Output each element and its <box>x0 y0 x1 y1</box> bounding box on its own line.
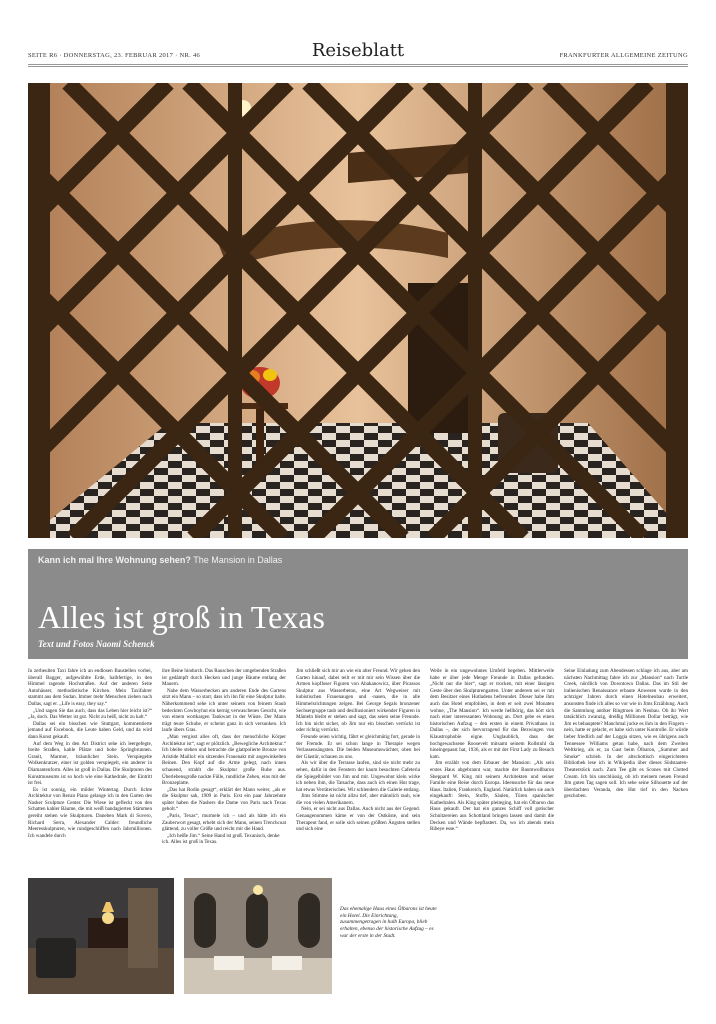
paragraph: Seine Einladung zum Abendessen schlage ich aus, aber am nächsten Nachmittag fahre ich zur „Mansion“ nach Turtle Creek, nördlich von Downtown Dallas. Das im Stil der italienischen Renaissance erbaute Anwesen wurde in den achtziger Jahren durch einen Hotelneubau erweitert, ansonsten finde ich alles so vor wie in Jims Erzählung. Auch die Sammlung antiker Ringtruen im Neubau. Ob ihr Wert tatsächlich zwanzig, dreißig Millionen Dollar beträgt, wie Jim es behauptete? Manchmal jucke es ihm in den Fingern – nein, hatte er gelacht, er habe sich unter Kontrolle. Er würde lieber friedlich auf der Loggia sitzen, wie es übrigens auch Tennessee Williams getan habe, nach dem Zweiten Weltkrieg, als er, zu Gast beim Ölbaron, „Summer and Smoke“ schrieb. In der altschottisch eingerichteten Bibliothek lese ich in Wikipedia über dieses Südstaaten-Theaterstück nach. Zum Tee gibt es Scones mit Clotted Cream. Ich bin unschlüssig, ob ich meinem neuen Freund Jim guten Tag sagen soll. Ich sehe seine Silhouette auf der überdachten Veranda, den Hut tief in den Nacken geschoben. <box>564 668 688 800</box>
photo-caption: Das ehemalige Haus eines Ölbarons ist heute ein Hotel. Die Einrichtung, zusammengetragen in halb Europa, blieb erhalten, ebenso der historische Aufzug – es war der erste in der Stadt. <box>340 906 437 939</box>
article-banner <box>28 549 688 659</box>
article-column-4 <box>430 668 554 833</box>
chandelier <box>253 885 263 895</box>
page-info: SEITE R6 · DONNERSTAG, 23. FEBRUAR 2017 · NR. 46 <box>28 52 201 59</box>
header-rule-double <box>28 66 688 67</box>
armchair <box>36 938 76 978</box>
section-masthead: Reiseblatt <box>311 40 405 61</box>
paragraph: In zerbeulten Taxi fahre ich an endlosen Baustellen vorbei, überall Bagger, aufgewühlte Erde, halbfertige, in den Himmel ragende Hochstraßen. Auf der anderen Seite Autohäuser, methodistische Kirchen. Mein Taxifahrer stammt aus dem Sudan. Immer mehr Menschen ziehen nach Dallas, sagt er. „Life is easy, they say.“ <box>28 668 152 707</box>
header-rule <box>28 64 688 65</box>
article-column-1 <box>28 668 152 839</box>
kicker-series: Kann ich mal Ihre Wohnung sehen? <box>38 555 191 565</box>
paragraph: Nahe dem Wasserbecken am anderen Ende des Gartens sitzt ein Mann – so starr, dass ich ihn für eine Skulptur halte. Näherkommend sehe ich unter seinem von feinem Staub bedeckten Cowboyhut ein kernig verwaschenes Gesicht, wie von einem wortkargen Tankwart in der Wüste. Der Mann trägt teure Schuhe, er scheint ganz in sich versunken. Ich laufe übers Gras. <box>162 687 286 734</box>
paragraph: „Paris, Texas“, murmele ich – und als hätte ich ein Zauberwort gesagt, erhebt sich der Mann, seinen Trenchcoat glättend, zu voller Größe und reicht mir die Hand. <box>162 813 286 833</box>
kicker-topic: The Mansion in Dallas <box>190 555 283 565</box>
lamp <box>102 912 114 924</box>
headline: Alles ist groß in Texas <box>38 599 325 635</box>
paragraph: Es ist sonnig, ein milder Wintertag. Durch lichte Architektur von Renzo Piano gelange ich in den Garten des Nasher Sculpture Center. Die Wiese ist gefleckt von den Schatten kahler Bäume, die mit weiß bandagierten Stämmen gereiht stehen wie Skulpturen. Daneben Mark di Suvero, Richard Serra, Alexander Calder: freundliche Meeresskulpturen, wie rundgeschliffen nach Jahrmillionen. Ich wandele durch <box>28 786 152 839</box>
paragraph: Dallas sei ein bisschen wie Stuttgart, kommentierte jemand auf Facebook, die Leute haben Geld, und da wird dann Kunst gekauft. <box>28 720 152 740</box>
sculpture <box>128 888 158 968</box>
paragraph: Freunde seien wichtig, fährt er gleichmütig fort, gerade in der Fremde. Er sei schon lange in Therapie wegen Verlassensängsten. Die beiden Museumswächter, oben bei der Glastür, schauen zu uns. <box>296 733 420 760</box>
paragraph: ihre Beine hindurch. Das Rauschen der umgebenden Straßen ist gedämpft durch Hecken und junge Bäume entlang der Mauern. <box>162 668 286 688</box>
paragraph: „Ich heiße Jim.“ Seine Hand ist groß. Texanisch, denke ich. Alles ist groß in Texas. <box>162 832 280 846</box>
dining-room-photo <box>184 878 332 994</box>
byline: Text und Fotos Naomi Schenck <box>38 639 155 649</box>
elevator-lattice-photo <box>28 83 688 538</box>
article-column-3 <box>296 668 420 833</box>
article-column-5 <box>564 668 688 800</box>
article-column-2 <box>162 668 286 846</box>
paragraph: Als wir über die Terrasse laufen, sind sie nicht mehr zu sehen, dafür in den Fenstern der kaum besuchten Cafeteria die Spiegelbilder von Jim und mir. Ungewohnt klein wirke ich neben ihm, die Tatsache, dass auch ich einen Hut trage, hat etwas Verräterisches. Wir schlendern die Galerie entlang. <box>296 760 420 793</box>
lobby-photo <box>28 878 174 994</box>
hero-photo <box>28 83 688 538</box>
paragraph: „Man vergisst alles oft, dass der menschliche Körper Architektur ist“, sagt er plötzlich. „Bewegliche Architektur.“ Ich bleibe stehen und betrachte die glattpolierte Bronze von Aristide Maillol: ein sitzendes Frauenakt mit angewinkelten Beinen. Den Kopf auf die Arme gelegt, nach innen schauend, strahlt die Skulptur große Ruhe aus. Überlebensgroße nackte Fülle, rundliche Zehen, eins mit der Bronzeplatte. <box>162 733 286 787</box>
paragraph: Weile in ein ungewohntes Umfeld begeben. Mittlerweile habe er über jede Menge Freunde in Dallas gefunden. „Nicht nur die hier“, sagt er trocken, mit einer lässigen Geste über den Skulpturengarten. Unter anderem sei er mit dem Besitzer eines Hutladens befreundet. Dieser habe ihm auch das Hotel empfohlen, in dem er seit zwei Monaten wohne, „The Mansion“. Ich werde hellhörig, das hört sich nach einer interessanten Wohnung an. Dort gebe es einen historischen Aufzug – den ersten in einem Privathaus in Dallas –, der sich hervorragend für das Bezwingen von Klaustrophobie eigne. Unglaublich, dass der hochgewachsene Roosevelt mitsamt seinem Rollstuhl da hineingepasst hat, 1936, als er mit der First Lady zu Besuch kam. <box>430 668 554 760</box>
paragraph: Nein, er sei nicht aus Dallas. Auch nicht aus der Gegend. Genaugenommen käme er von der Ostküste, und sein Therapeut fand, er solle sich seinen größten Ängsten stellen und sich eine <box>296 806 420 833</box>
paragraph: „Das hat Rodin gesagt“, erklärt der Mann weiter, „als er die Skulptur sah, 1909 in Paris. Erst ein paar Jahrzehnte später haben die Nashers die Dame von Paris nach Texas geholt.“ <box>162 786 286 813</box>
paragraph: Jim schließt sich mir an wie ein alter Freund. Wir gehen den Garten hinauf, dabei teilt er mit mir sein Wissen über die Armen kopfloser Figuren von Abakanowicz, über Picassos Skulptur aus Wasserbeton, eine Art Wegweiser mit kubistischen Frauenaugen und -nasen, die in alle Himmelsrichtungen zeigen. Bei George Segals bronzener Sechsergruppe taub und desillusioniert wirkender Figuren in Mänteln bleibt er stehen und sagt, das seien seine Freunde. Ich bin nicht sicher, ob Jim nur ein bisschen verrückt ist oder richtig verrückt. <box>296 668 420 734</box>
paragraph: Auf dem Weg in den Art District sehe ich leergefegte, breite Straßen, kahle Plätze und hohe Springbrunnen. Granit, Marmor, bräunlicher Stein. Verspiegelte Wolkenkratzer, einer ist golden verspiegelt, ein anderer in Diamantenform. Alles ist groß in Dallas. Die Skulpturen des Kunstmuseums ist so hoch wie eine Kathedrale, der Eintritt ist frei. <box>28 740 152 787</box>
dining-table <box>214 956 244 970</box>
kicker <box>38 555 282 565</box>
newspaper-name: FRANKFURTER ALLGEMEINE ZEITUNG <box>559 52 688 59</box>
paragraph: „Und sagen Sie das auch, dass das Leben hier leicht ist?“ „Ja, doch. Das Wetter ist gut. Nicht zu heiß, nicht zu kalt.“ <box>28 707 152 721</box>
paragraph: Jim erzählt von dem Erbauer der Mansion: „Als sein erstes Haus abgebrannt war, machte der Baumwollbaron Sheppard W. King mit seinem Architekten und seiner Familie eine Reise durch Europa. Ideensuche für das neue Haus. Italien, Frankreich, England. Natürlich haben sie auch eingekauft: Stein, Stoffe, Säulen, Türen spanischer Kathedralen. Als King später pleiteging, hat ein Ölbaron das Haus gekauft. Der hat ein ganzes Schiff voll gotischer Schnitzereien aus Schottland bringen lassen und damit die Decken und Wände bepflastert. Da, wo ich abends mein Ribeye esse.“ <box>430 760 554 833</box>
paragraph: Jims Stimme ist nicht allzu tief, aber männlich rauh, wie die von vielen Amerikanern. <box>296 793 420 806</box>
